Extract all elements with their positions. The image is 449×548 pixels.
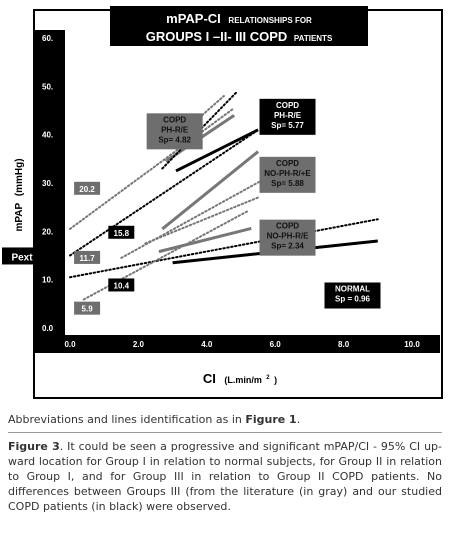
caption-text: . It could be seen a progressive and significant mPAP/CI - 95% CI up-ward location for Group I in relation to normal subjects, for Group II in relation to Group I, and for Group III in relation to Group II COPD patients. No differences between Groups III (from the literature (in gray) and our studied COPD patients (in black) were observed.: [8, 440, 442, 513]
abbreviations-note: [8, 412, 440, 427]
group-label-line: Sp= 2.34: [271, 241, 304, 251]
group-label-line: Sp = 0.96: [335, 294, 370, 304]
group-label-line: NO-PH-R/+E: [264, 168, 311, 178]
y-tick-label: 20.: [42, 227, 54, 237]
value-label: 15.8: [113, 228, 130, 238]
x-axis-label-close: ): [274, 375, 278, 385]
title-line2: Groups I –II- III COPD: [145, 29, 288, 44]
y-tick-label: 10.: [42, 275, 54, 285]
group-label-line: COPD: [275, 100, 300, 110]
group-label-line: Sp= 5.88: [271, 178, 304, 188]
x-axis-bar: [34, 335, 440, 353]
title-line1: mPAP-CI: [166, 11, 221, 26]
x-tick-label: 0.0: [64, 340, 76, 349]
x-tick-label: 10.0: [404, 340, 420, 349]
x-axis-label-units: (L.min/m: [224, 375, 262, 385]
y-tick-label: 40.: [42, 130, 54, 140]
x-axis-label-sup: 2: [266, 375, 270, 381]
abbreviations-figure-ref[interactable]: Figure 1: [245, 413, 297, 426]
value-label: 20.2: [79, 184, 95, 194]
x-tick-label: 4.0: [201, 340, 213, 349]
y-tick-label: 0.0: [42, 324, 54, 333]
group-label-line: NO-PH-R/E: [266, 231, 309, 241]
group-label-line: COPD: [163, 115, 187, 125]
value-label: 11.7: [79, 253, 95, 263]
pext-label: Pext: [11, 252, 33, 264]
group-label-line: PH-R/E: [273, 110, 302, 120]
group-label-line: NORMAL: [334, 284, 371, 294]
abbreviations-prefix: Abbreviations and lines identification as in: [8, 413, 246, 426]
x-tick-label: 2.0: [132, 340, 144, 349]
abbreviations-suffix: .: [296, 413, 301, 426]
y-tick-label: 50.: [42, 82, 54, 92]
group-label-line: Sp= 5.77: [271, 120, 304, 130]
x-tick-label: 6.0: [269, 340, 281, 349]
caption-divider: [8, 432, 442, 433]
x-tick-label: 8.0: [338, 340, 350, 349]
y-tick-label: 60.: [42, 34, 54, 43]
caption-label: Figure 3: [8, 440, 60, 453]
value-label: 10.4: [113, 281, 130, 291]
group-label-line: PH-R/E: [161, 125, 189, 135]
figure-caption: [8, 439, 442, 514]
group-label-line: COPD: [275, 158, 300, 168]
title-line1-small: relationships for: [228, 16, 312, 25]
x-axis-label-main: CI: [202, 371, 216, 386]
y-tick-label: 30.: [42, 179, 54, 188]
y-axis-label: mPAP (mmHg): [14, 158, 25, 232]
group-label-line: Sp= 4.82: [158, 135, 192, 145]
title-line2-small: patients: [293, 34, 333, 43]
group-label-line: COPD: [275, 221, 300, 231]
value-label: 5.9: [81, 304, 93, 314]
